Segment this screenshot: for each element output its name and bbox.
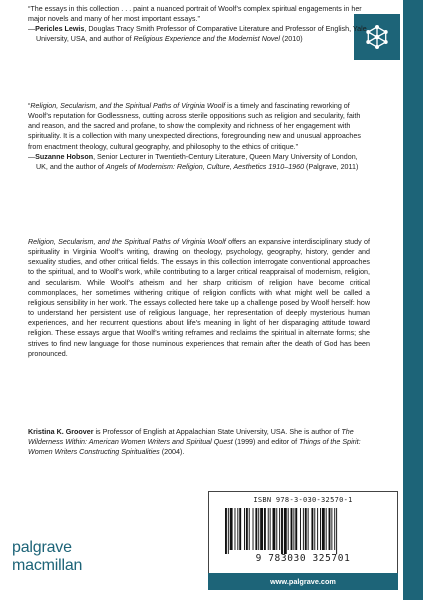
barcode-bar — [273, 508, 276, 550]
endorser-role: , Douglas Tracy Smith Professor of Comparative Literature and Professor of English, Yale University, USA, and author of — [36, 25, 367, 44]
barcode-bar — [253, 508, 254, 550]
quote-open-mark: “ — [28, 102, 31, 110]
endorser-role: , Senior Lecturer in Twentieth-Century Literature, Queen Mary University of London, UK, and the author of — [36, 152, 358, 171]
attribution-dash: — — [28, 152, 36, 161]
isbn-digits: 9 783030 325701 — [255, 553, 351, 564]
barcode-bar — [228, 508, 229, 554]
attribution-dash: — — [28, 25, 36, 34]
barcode-bar — [270, 508, 271, 550]
endorsement-2-quote — [28, 101, 370, 152]
endorsement-1-attribution — [28, 24, 370, 44]
bio-text-1: is Professor of English at Appalachian State University, USA. She is author of — [93, 428, 342, 436]
endorsement-1 — [28, 4, 370, 45]
barcode-bar — [300, 508, 301, 550]
barcode-bar — [244, 508, 245, 550]
book-title-inline: Religion, Secularism, and the Spiritual Paths of Virginia Woolf — [28, 238, 226, 246]
barcode-bar — [293, 508, 294, 550]
barcode-bar — [291, 508, 293, 550]
barcode-bar — [311, 508, 313, 550]
publisher-logo-palgrave: palgrave — [12, 539, 72, 556]
bio-book-1: The Wilderness Within: American Women Writers and Spiritual Quest — [28, 428, 354, 447]
barcode-bar — [237, 508, 238, 550]
barcode-bar — [281, 508, 283, 554]
barcode-bar — [255, 508, 257, 550]
barcode-bar — [258, 508, 259, 550]
barcode-bar — [314, 508, 315, 550]
barcode-bar — [336, 508, 337, 554]
spine-edge-bar — [403, 0, 423, 600]
barcode-bars — [223, 508, 383, 554]
book-description — [28, 237, 370, 359]
description-paragraph — [28, 237, 370, 359]
editor-name: Kristina K. Groover — [28, 428, 94, 436]
bio-text-2: (1999) and editor of — [232, 438, 300, 447]
barcode-bar — [320, 508, 321, 550]
publisher-url[interactable]: www.palgrave.com — [208, 573, 398, 590]
isbn-barcode — [208, 491, 398, 575]
endorser-book: Religious Experience and the Modernist Novel — [133, 35, 280, 44]
barcode-bar — [249, 508, 250, 550]
description-body: offers an expansive interdisciplinary study of spirituality in Virginia Woolf’s writing, drawing on theology, psychology, geography, history, gender and sexuality studies, and other critical fields. The essays in this collection interrogate conventional approaches to the spiritual, and to Woolf’s work, while contributing to a larger critical reappraisal of modernism, religion, and secularism. While Woolf’s atheism and her sharp criticism of religion have become critical commonplaces, her sometimes withering critique of religion conflicts with what might well be called a religious sensibility in her work. The essays collected here take up a challenge posed by Woolf herself: how to understand her persistent use of religious language, her representation of deeply mysterious human experiences, and her recurrent questions about life’s meaning in light of her disparaging attitude toward religion. These essays argue that Woolf’s writing reframes and reclaims the spiritual in alternate forms; she strives to find new language for those numinous experiences that remain after the death of God has been pronounced. — [28, 238, 370, 358]
quoted-book-title: Religion, Secularism, and the Spiritual Paths of Virginia Woolf — [30, 102, 226, 110]
barcode-bar — [317, 508, 318, 550]
barcode-bar — [305, 508, 307, 550]
barcode-bar — [276, 508, 277, 550]
endorsement-2-attribution — [28, 152, 370, 172]
endorser-name: Suzanne Hobson — [35, 152, 94, 161]
barcode-bar — [331, 508, 332, 550]
bio-text-3: (2004). — [159, 448, 185, 457]
barcode-bar — [239, 508, 241, 550]
barcode-bar — [303, 508, 304, 550]
barcode-bar — [334, 508, 335, 550]
endorsement-2 — [28, 101, 370, 172]
endorser-book: Angels of Modernism: Religion, Culture, Aesthetics 1910–1960 — [105, 162, 305, 171]
barcode-bar — [329, 508, 331, 550]
endorser-name: Pericles Lewis — [35, 25, 85, 34]
publisher-logo-macmillan: macmillan — [12, 557, 83, 574]
endorsement-1-quote: “The essays in this collection . . . paint a nuanced portrait of Woolf’s complex spiritual engagements in her major novels and many of her most important essays.” — [28, 5, 362, 24]
author-bio — [28, 427, 370, 457]
barcode-bar — [230, 508, 233, 550]
barcode-bar — [322, 508, 325, 550]
barcode-bar — [264, 508, 266, 550]
barcode-bar — [268, 508, 269, 550]
barcode-bar — [308, 508, 309, 550]
endorser-book-publisher: (Palgrave, 2011) — [304, 162, 359, 171]
barcode-bar — [288, 508, 289, 550]
endorser-book-year: (2010) — [279, 35, 303, 44]
barcode-bar — [260, 508, 263, 550]
bio-paragraph — [28, 427, 370, 457]
barcode-bar — [284, 508, 287, 554]
bio-book-2: Things of the Spirit: Women Writers Constructing Spiritualities — [28, 438, 361, 457]
isbn-label: ISBN 978-3-030-32570-1 — [253, 496, 353, 504]
barcode-bar — [225, 508, 227, 554]
barcode-bar — [295, 508, 297, 550]
barcode-bar — [279, 508, 280, 550]
quote-body: is a timely and fascinating reworking of Woolf’s reputation for Godlessness, cutting across sterile oppositions such as religion and secularity, faith and reason, and the sacred and profane, to show the complexity and richness of her engagement with spirituality. It is a collection with many unexpected directions, foregrounding new and unusual approaches from enactment theology, cultural geography, and philosophy to the ethics of critique.” — [28, 102, 361, 151]
barcode-bar — [235, 508, 236, 550]
barcode-bar — [246, 508, 248, 550]
barcode-bar — [326, 508, 327, 550]
